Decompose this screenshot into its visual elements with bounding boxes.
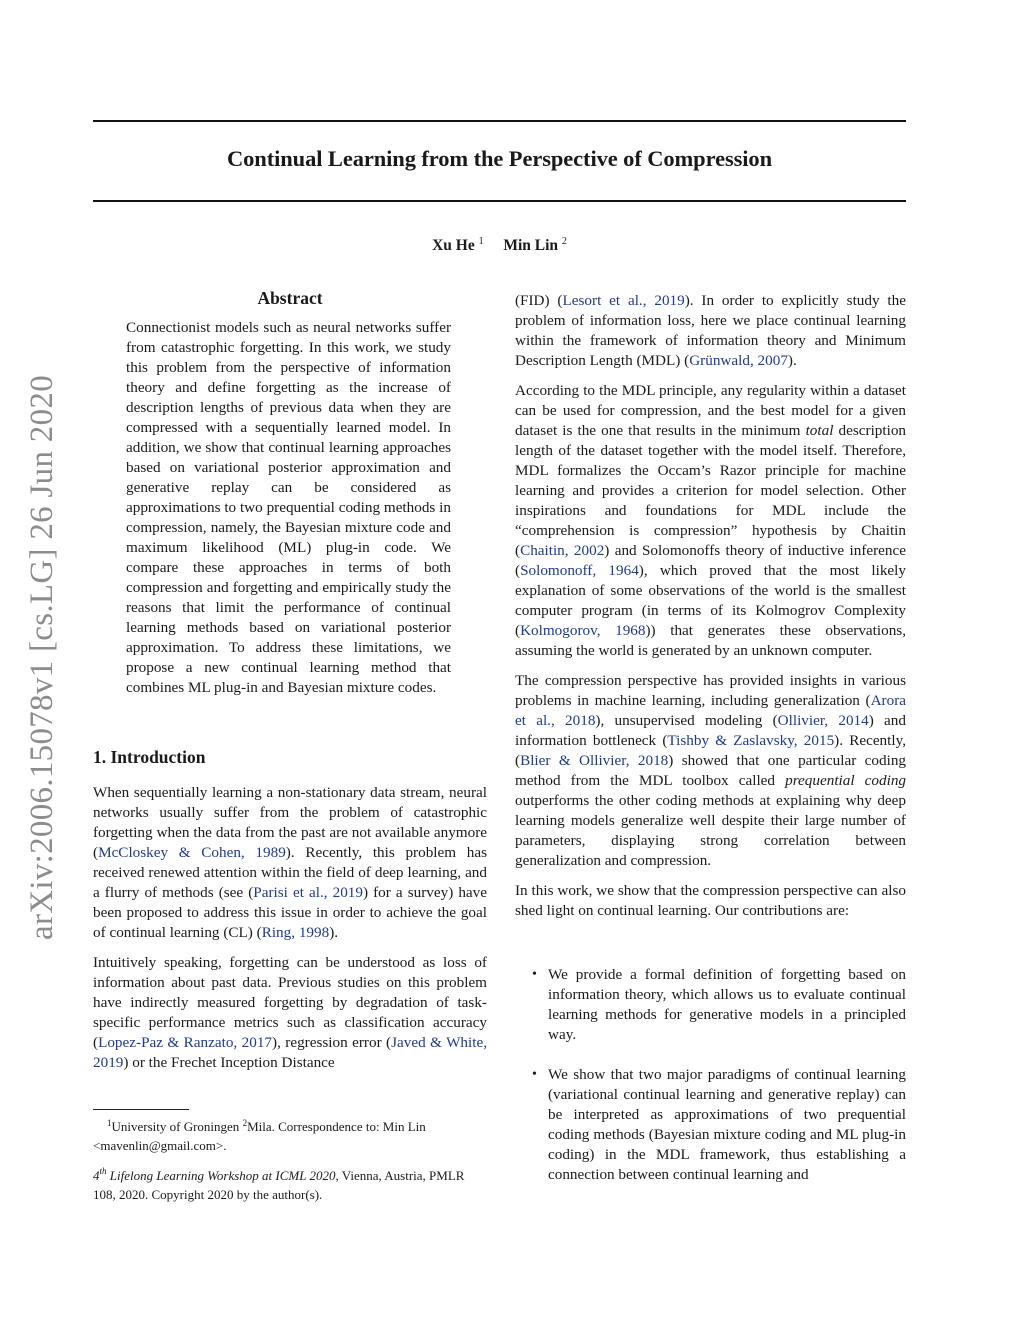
citation-link[interactable]: Grünwald, 2007 <box>689 352 788 369</box>
bullet-icon: • <box>532 967 537 982</box>
body-paragraph: The compression perspective has provided insights in various problems in machine learning, including generalization (Arora et al., 2018), unsupervised modeling (Ollivier, 2014) and information bottleneck (Tishby & Zaslavsky, 2015). Recently, (Blier & Ollivier, 2018) showed that one particular coding method from the MDL toolbox called prequential coding outperforms the other coding methods at explaining why deep learning models generalize well despite their large number of parameters, displaying strong correlation between generalization and compression. <box>515 672 907 869</box>
citation-link[interactable]: Lopez-Paz & Ranzato, 2017 <box>98 1034 273 1051</box>
paper-title: Continual Learning from the Perspective of Compression <box>227 146 772 171</box>
title-bottom-rule <box>93 200 906 202</box>
section-heading-introduction: 1. Introduction <box>93 747 206 767</box>
author-list <box>93 236 906 255</box>
citation-link[interactable]: Solomonoff, 1964 <box>520 562 639 579</box>
abstract-body: Connectionist models such as neural networks suffer from catastrophic forgetting. In this work, we study this problem from the perspective of information theory and define forgetting as the increase of description lengths of previous data when they are compressed with a sequentially learned model. In addition, we show that continual learning approaches based on variational posterior approximation and generative replay can be considered as approximations to two prequential coding methods in compression, namely, the Bayesian mixture code and maximum likelihood (ML) plug-in code. We compare these approaches in terms of both compression and forgetting and empirically study the reasons that limit the performance of continual learning methods based on variational posterior approximation. To address these limitations, we propose a new continual learning method that combines ML plug-in and Bayesian mixture codes. <box>126 319 451 696</box>
venue-notice: 4th Lifelong Learning Workshop at ICML 2020, Vienna, Austria, PMLR 108, 2020. Copyright 2020 by the author(s). <box>93 1166 465 1202</box>
citation-link[interactable]: Ring, 1998 <box>261 924 330 941</box>
author-affiliation-marker: 2 <box>561 236 567 247</box>
abstract-heading: Abstract <box>257 288 323 308</box>
list-item: • We provide a formal definition of forgetting based on information theory, which allows us to evaluate continual learning methods for generative models in a principled way. <box>532 966 906 1043</box>
left-column <box>93 287 487 1073</box>
contributions-list <box>515 965 906 1185</box>
citation-link[interactable]: Javed & White, 2019 <box>93 1034 487 1071</box>
right-column <box>515 291 906 1185</box>
affiliation-footnote: $^1$University of Groningen $^2$Mila. Correspondence to: Min Lin <mavenlin@gmail.com>. <box>93 1118 426 1153</box>
title-top-rule <box>93 120 906 122</box>
citation-link[interactable]: Kolmogorov, 1968 <box>520 622 646 639</box>
author-affiliation-marker: 1 <box>478 236 484 247</box>
arxiv-identifier-stamp: arXiv:2006.15078v1 [cs.LG] 26 Jun 2020 <box>24 374 60 940</box>
body-paragraph: (FID) (Lesort et al., 2019). In order to explicitly study the problem of information loss, here we place continual learning within the framework of information theory and Minimum Description Length (MDL) (Grünwald, 2007). <box>515 292 906 369</box>
citation-link[interactable]: Ollivier, 2014 <box>777 712 869 729</box>
author-name: Min Lin <box>503 237 559 254</box>
intro-paragraph-2: Intuitively speaking, forgetting can be understood as loss of information about past data. Previous studies on this problem have indirectly measured forgetting by degradation of task-specific performance metrics such as classification accuracy (Lopez-Paz & Ranzato, 2017), regression error (Javed & White, 2019) or the Frechet Inception Distance <box>93 954 487 1071</box>
footnote-divider <box>93 1109 189 1110</box>
citation-link[interactable]: Tishby & Zaslavsky, 2015 <box>667 732 835 749</box>
list-item: • We show that two major paradigms of continual learning (variational continual learning and generative replay) can be interpreted as approximations of two prequential coding methods (Bayesian mixture coding and ML plug-in coding) in the MDL framework, thus establishing a connection between continual learning and <box>532 1066 906 1183</box>
intro-paragraph-1: When sequentially learning a non-stationary data stream, neural networks usually suffer from the problem of catastrophic forgetting when the data from the past are not available anymore (McCloskey & Cohen, 1989). Recently, this problem has received renewed attention within the field of deep learning, and a flurry of methods (see (Parisi et al., 2019) for a survey) have been proposed to address this issue in order to achieve the goal of continual learning (CL) (Ring, 1998). <box>93 784 488 941</box>
citation-link[interactable]: McCloskey & Cohen, 1989 <box>98 844 286 861</box>
body-paragraph: According to the MDL principle, any regularity within a dataset can be used for compression, and the best model for a given dataset is the one that results in the minimum total description length of the dataset together with the model itself. Therefore, MDL formalizes the Occam’s Razor principle for machine learning and provides a criterion for model selection. Other inspirations and foundations for MDL include the “comprehension is compression” hypothesis by Chaitin (Chaitin, 2002) and Solomonoffs theory of inductive inference (Solomonoff, 1964), which proved that the most likely explanation of some observations of the world is the smallest computer program (in terms of its Kolmogrov Complexity (Kolmogorov, 1968)) that generates these observations, assuming the world is generated by an unknown computer. <box>515 382 907 659</box>
citation-link[interactable]: Lesort et al., 2019 <box>562 292 685 309</box>
citation-link[interactable]: Chaitin, 2002 <box>520 542 605 559</box>
citation-link[interactable]: Arora et al., 2018 <box>515 692 906 729</box>
body-paragraph: In this work, we show that the compression perspective can also shed light on continual learning. Our contributions are: <box>515 882 906 919</box>
author-name: Xu He <box>432 237 475 254</box>
bullet-icon: • <box>532 1067 537 1082</box>
citation-link[interactable]: Parisi et al., 2019 <box>253 884 363 901</box>
citation-link[interactable]: Blier & Ollivier, 2018 <box>520 752 669 769</box>
